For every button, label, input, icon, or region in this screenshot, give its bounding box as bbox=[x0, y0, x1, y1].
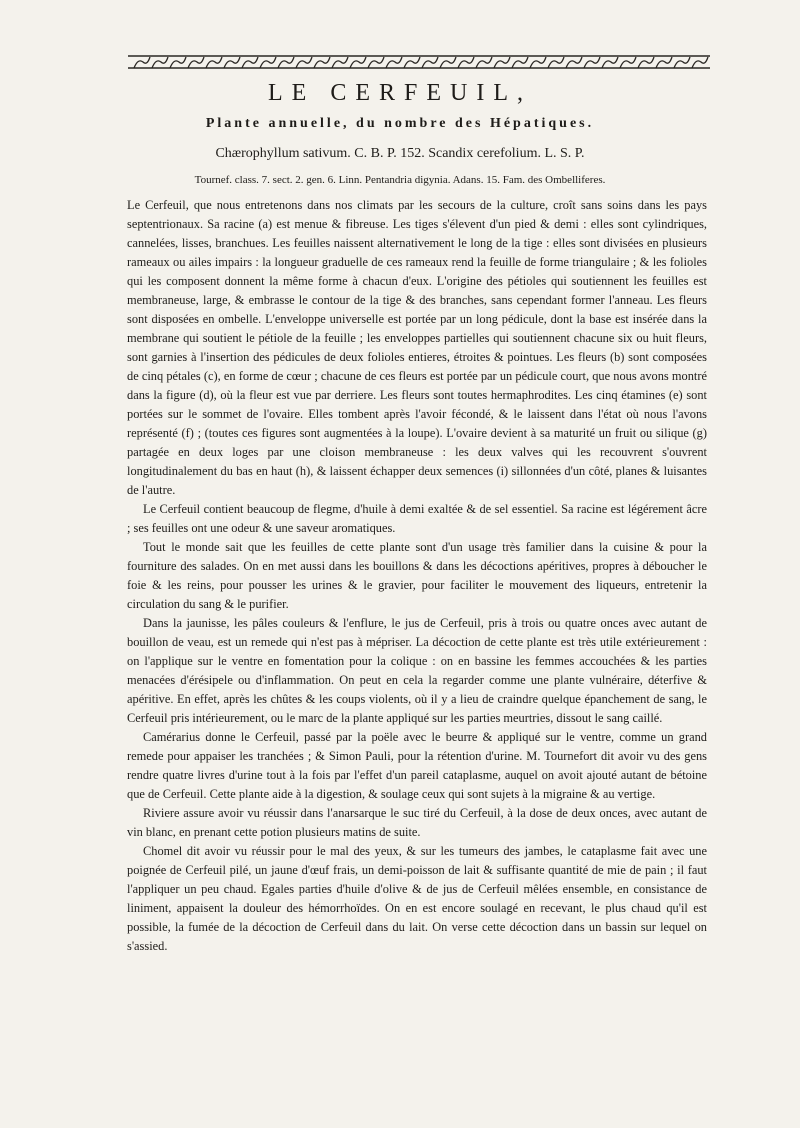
article-body bbox=[127, 196, 707, 956]
paragraph: Le Cerfeuil contient beaucoup de flegme, d'huile à demi exaltée & de sel essentiel. Sa racine est légérement âcre ; ses feuilles ont une odeur & une saveur aromatiques. bbox=[127, 502, 707, 535]
paragraph: Chomel dit avoir vu réussir pour le mal des yeux, & sur les tumeurs des jambes, le cataplasme fait avec une poignée de Cerfeuil pilé, un jaune d'œuf frais, un demi-poisson de lait & suffisante quantité de mie de pain ; il faut l'appliquer un peu chaud. Egales parties d'huile d'olive & de jus de Cerfeuil mêlées ensemble, en consistance de liniment, appaisent la douleur des hémorrhoïdes. On en est encore soulagé en recevant, le plus chaud qu'il est possible, la fumée de la décoction de Cerfeuil dans du lait. On verse cette décoction dans un bassin sur lequel on s'assied. bbox=[127, 844, 707, 953]
ornament-motif bbox=[386, 57, 402, 68]
ornament-motif bbox=[224, 57, 240, 68]
ornament-motif bbox=[674, 57, 690, 68]
ornament-motif bbox=[638, 57, 654, 68]
classification-references: Tournef. class. 7. sect. 2. gen. 6. Linn. Pentandria digynia. Adans. 15. Fam. des Ombelliferes. bbox=[194, 174, 606, 186]
ornament-motif bbox=[188, 57, 204, 68]
ornament-motif bbox=[422, 57, 438, 68]
ornament-motif bbox=[458, 57, 474, 68]
ornament-motif bbox=[440, 57, 456, 68]
decorative-border-ornament bbox=[128, 52, 710, 72]
botanical-synonyms: Chærophyllum sativum. C. B. P. 152. Scandix cerefolium. L. S. P. bbox=[215, 146, 585, 161]
ornament-motif bbox=[350, 57, 366, 68]
ornament-motif bbox=[152, 57, 168, 68]
ornament-motif bbox=[134, 57, 150, 68]
page-title: LE CERFEUIL, bbox=[268, 80, 532, 106]
ornament-motif bbox=[332, 57, 348, 68]
ornament-motif bbox=[494, 57, 510, 68]
ornament-motif bbox=[656, 57, 672, 68]
page-subtitle: Plante annuelle, du nombre des Hépatiques. bbox=[205, 116, 595, 131]
paragraph: Riviere assure avoir vu réussir dans l'anarsarque le suc tiré du Cerfeuil, à la dose de deux onces, avec autant de vin blanc, en prenant cette potion plusieurs matins de suite. bbox=[127, 806, 707, 839]
ornament-motif bbox=[314, 57, 330, 68]
paragraph: Dans la jaunisse, les pâles couleurs & l'enflure, le jus de Cerfeuil, pris à trois ou quatre onces avec autant de bouillon de veau, est un remede qui n'est pas à mépriser. La décoction de cette plante est très utile extérieurement : on l'applique sur le ventre en fomentation pour la colique : on en bassine les femmes accouchées & les parties menacées d'érésipele ou d'inflammation. On peut en cela la regarder comme une plante vulnéraire, déterfive & apéritive. En effet, après les chûtes & les coups violents, où il y a lieu de craindre quelque épanchement de sang, le Cerfeuil pris intérieurement, ou le marc de la plante appliqué sur les parties meurtries, dissout le sang caillé. bbox=[127, 616, 707, 725]
paragraph: Le Cerfeuil, que nous entretenons dans nos climats par les secours de la culture, croît sans soins dans les pays septentrionaux. Sa racine (a) est menue & fibreuse. Les tiges s'élevent d'un pied & demi : elles sont cylindriques, cannelées, lisses, branchues. Les feuilles naissent alternativement le long de la tige : elles sont divisées en plusieurs rameaux ou ailes impairs : la longueur graduelle de ces rameaux rend la feuille de forme triangulaire ; & les folioles qui les composent donnent la même forme à chacun d'eux. L'origine des pétioles qui soutiennent les feuilles est membraneuse, large, & embrasse le contour de la tige & des branches, sans cependant former l'anneau. Les fleurs sont disposées en ombelle. L'enveloppe universelle est portée par un long pédicule, dont la base est insérée dans la membrane qui soutient le pétiole de la feuille ; les enveloppes partielles qui soutiennent chacune six ou huit fleurs, sont garnies à l'insertion des pédicules de deux folioles entieres, étroites & pointues. Les fleurs (b) sont composées de cinq pétales (c), en forme de cœur ; chacune de ces fleurs est portée par un pédicule court, que nous avons montré dans la figure (d), où la fleur est vue par derriere. Les fleurs sont toutes hermaphrodites. Les cinq étamines (e) sont portées sur le sommet de l'ovaire. Elles tombent après l'avoir fécondé, & le laissent dans l'état où nous l'avons représenté (f) ; (toutes ces figures sont augmentées à la loupe). L'ovaire devient à sa maturité un fruit ou silique (g) partagée en deux loges par une cloison membraneuse : les deux valves qui les recouvrent s'ouvrent longitudinalement du bas en haut (h), & laissent échapper deux semences (i) sillonnées d'un côté, planes & luisantes de l'autre. bbox=[127, 198, 707, 497]
ornament-motif bbox=[566, 57, 582, 68]
paragraph: Tout le monde sait que les feuilles de cette plante sont d'un usage très familier dans la cuisine & pour la fourniture des salades. On en met aussi dans les bouillons & dans les décoctions apéritives, propres à déboucher le foie & les reins, pour pousser les urines & le gravier, pour faciliter le mouvement des liqueurs, entretenir la circulation du sang & le purifier. bbox=[127, 540, 707, 611]
ornament-motif bbox=[404, 57, 420, 68]
ornament-motif bbox=[260, 57, 276, 68]
ornament-motif bbox=[692, 57, 708, 68]
ornament-motif bbox=[530, 57, 546, 68]
ornament-motif bbox=[548, 57, 564, 68]
ornament-motif bbox=[206, 57, 222, 68]
ornament-motif bbox=[584, 57, 600, 68]
ornament-motif bbox=[476, 57, 492, 68]
ornament-motif bbox=[242, 57, 258, 68]
ornament-motif bbox=[512, 57, 528, 68]
ornament-motif bbox=[620, 57, 636, 68]
ornament-motif bbox=[368, 57, 384, 68]
ornament-motif bbox=[278, 57, 294, 68]
ornament-motif bbox=[602, 57, 618, 68]
ornament-motif bbox=[170, 57, 186, 68]
paragraph: Camérarius donne le Cerfeuil, passé par la poële avec le beurre & appliqué sur le ventre, comme un grand remede pour appaiser les tranchées ; & Simon Pauli, pour la rétention d'urine. M. Tournefort dit avoir vu des gens rendre quatre livres d'urine tout à la fois par l'effet d'un pareil cataplasme, auquel on avoit ajouté autant de bétoine que de Cerfeuil. Cette plante aide à la digestion, & soulage ceux qui sont sujets à la migraine & au vertige. bbox=[127, 730, 707, 801]
ornament-motif bbox=[296, 57, 312, 68]
